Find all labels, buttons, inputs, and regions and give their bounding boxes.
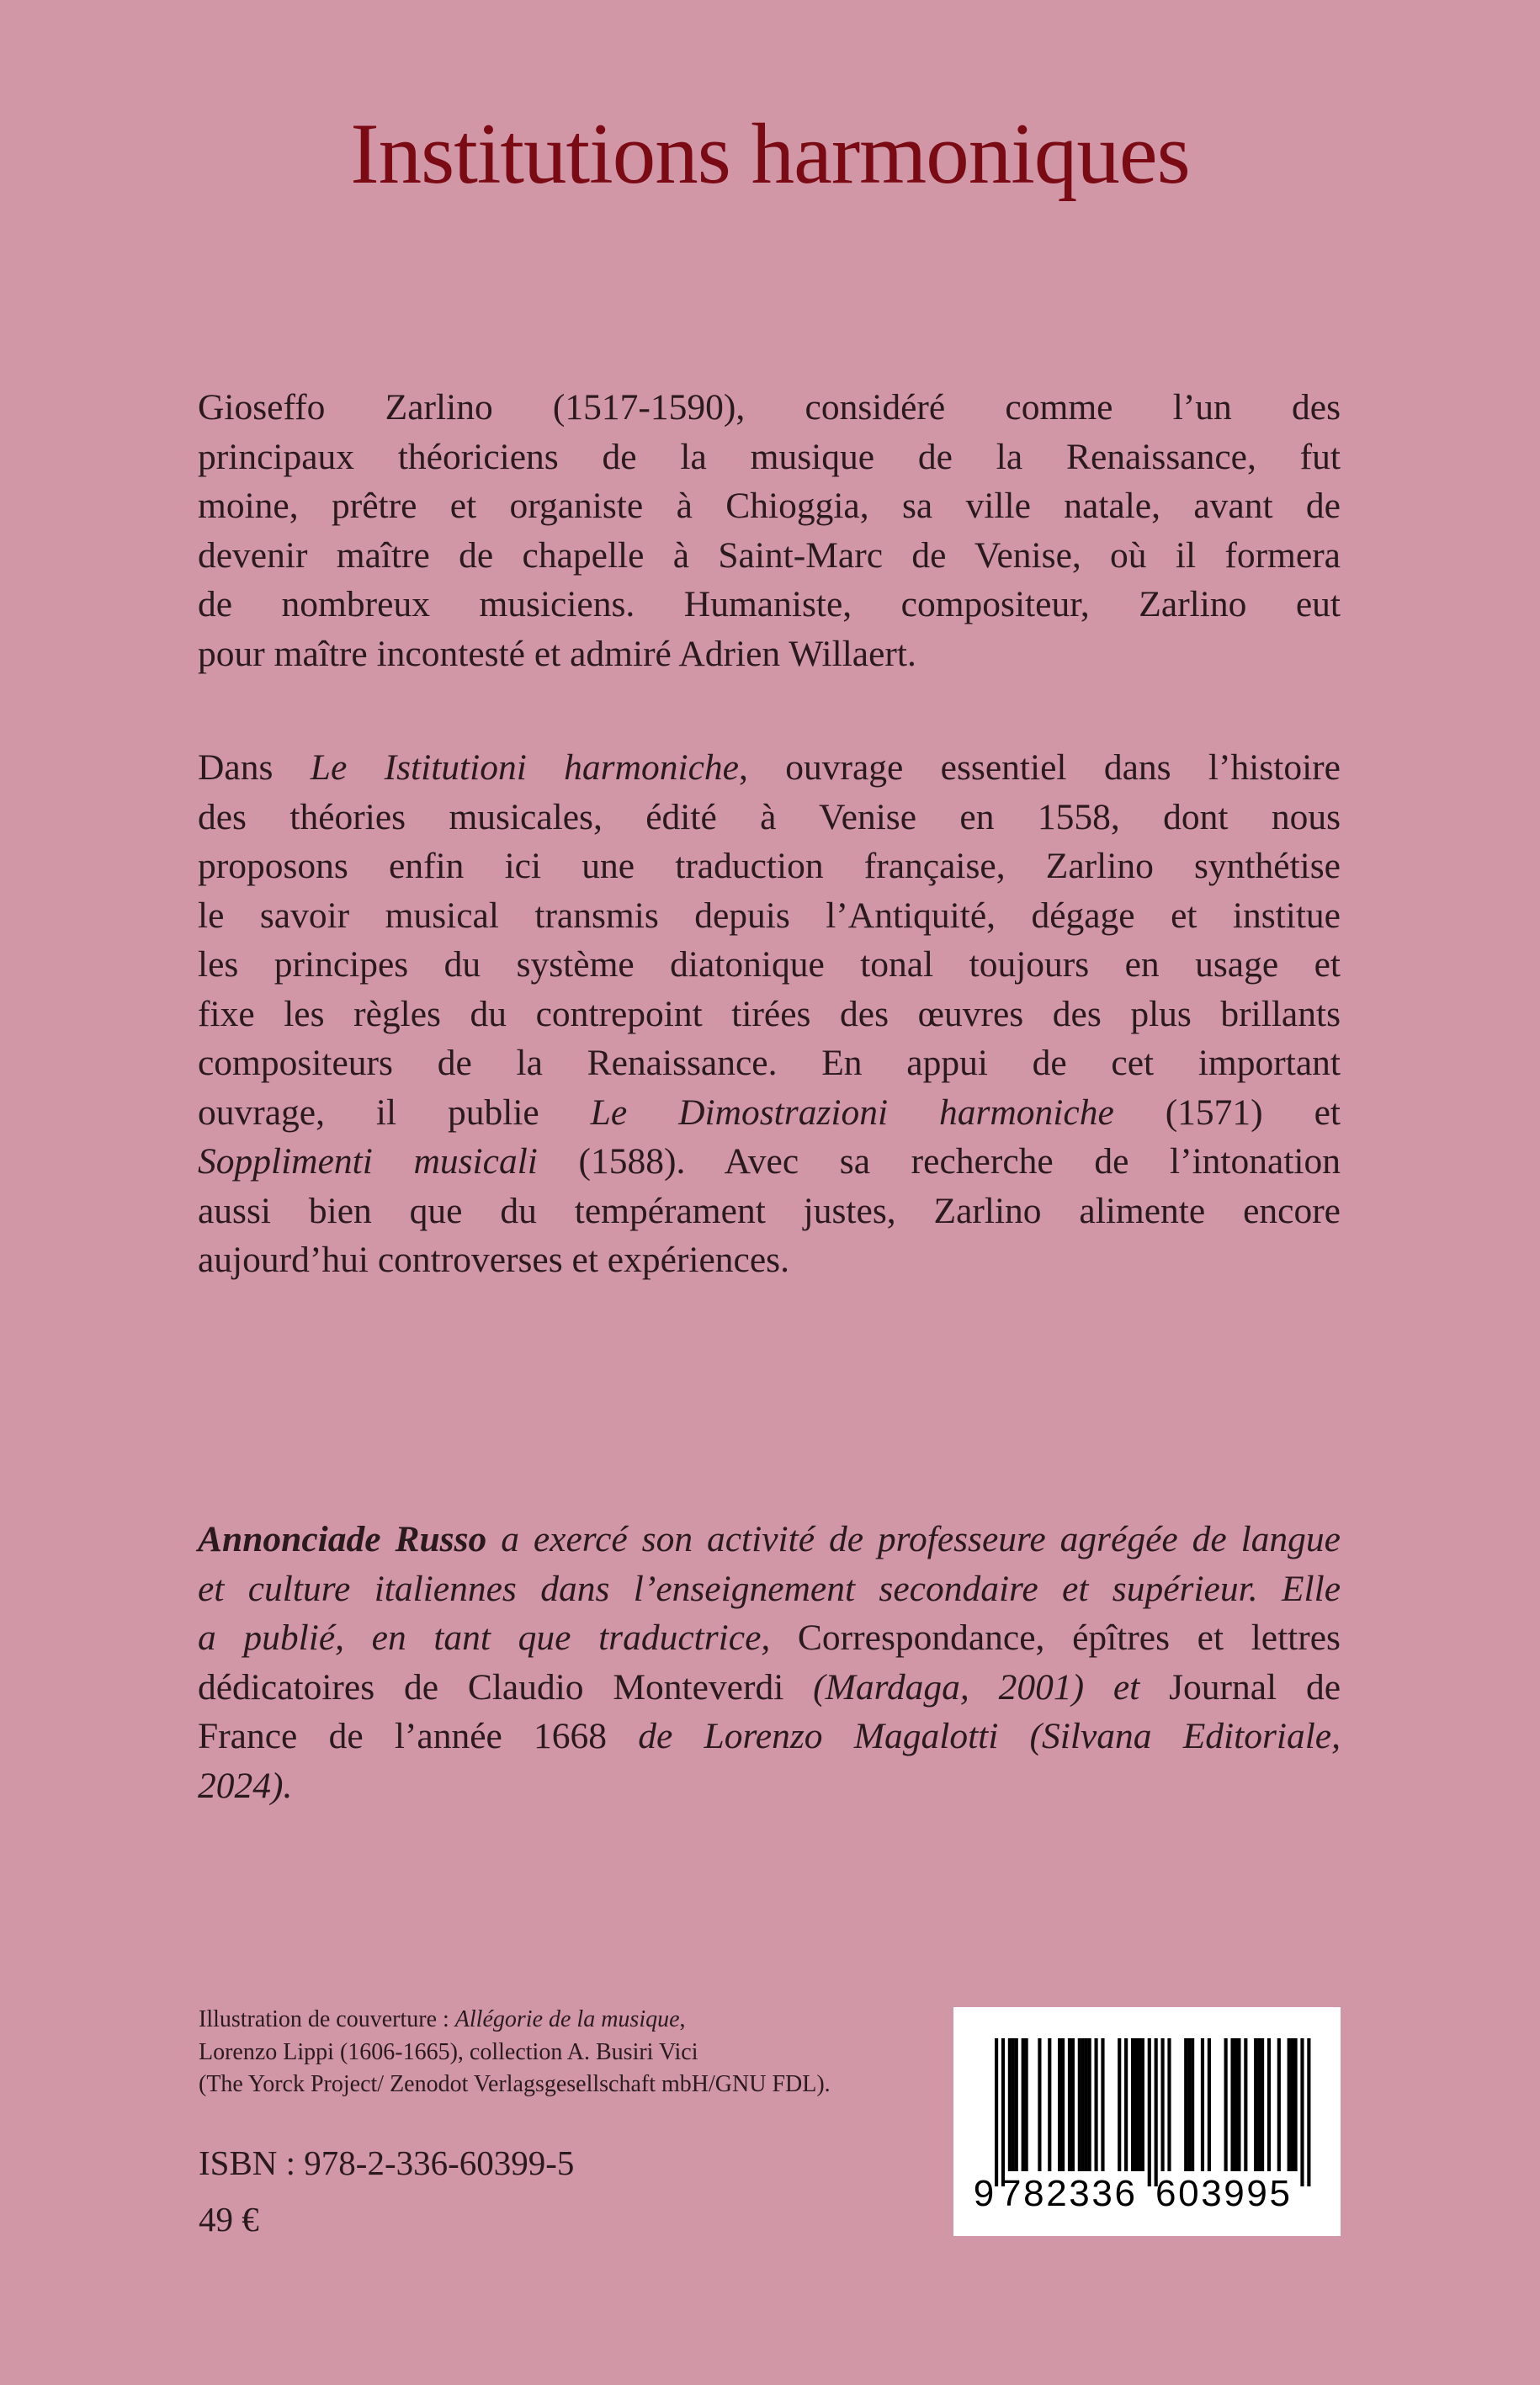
barcode-bar — [1267, 2038, 1271, 2171]
credits-line-2: Lorenzo Lippi (1606-1665), collection A. Busiri Vici — [199, 2038, 698, 2065]
barcode-bars — [953, 2007, 1341, 2236]
barcode-bar — [1038, 2038, 1041, 2171]
artwork-title: Allégorie de la musique — [454, 2006, 680, 2032]
text-segment: compositeurs de la Renaissance. En appui de cet important — [198, 1043, 1341, 1083]
barcode-bar — [1167, 2038, 1171, 2171]
barcode-bar — [1134, 2038, 1138, 2171]
text-line — [198, 743, 1341, 793]
barcode-bar — [1124, 2038, 1128, 2171]
text-segment: Gioseffo Zarlino (1517-1590), considéré comme l’un des — [198, 387, 1341, 428]
text-segment: devenir maître de chapelle à Saint-Marc de Venise, où il formera — [198, 534, 1341, 576]
book-title: Institutions harmoniques — [350, 106, 1190, 202]
barcode-bar — [1291, 2038, 1294, 2171]
barcode-bar — [1001, 2038, 1005, 2186]
barcode-digits-left: 782336 — [1001, 2173, 1135, 2214]
text-segment: le savoir musical transmis depuis l’Antiquité, dégage et institue — [198, 895, 1341, 936]
text-line — [198, 433, 1341, 482]
barcode-bar — [1012, 2038, 1015, 2171]
credits-text: Illustration de couverture : — [199, 2006, 455, 2032]
synopsis-paragraph-1 — [198, 383, 1341, 678]
barcode-bar — [1244, 2038, 1247, 2171]
barcode-bar — [1022, 2038, 1025, 2171]
author-name: Annonciade Russo — [198, 1519, 487, 1559]
text-segment: France de l’année 1668 — [198, 1716, 639, 1756]
barcode-bar — [1208, 2038, 1211, 2171]
barcode-bar — [1088, 2038, 1091, 2171]
barcode-digit-first: 9 — [973, 2173, 995, 2214]
text-segment: (1588). Avec sa recherche de l’intonation — [537, 1141, 1341, 1182]
text-line — [198, 481, 1341, 531]
text-line — [198, 990, 1341, 1039]
barcode-bar — [1261, 2038, 1264, 2171]
barcode-bar — [1230, 2038, 1234, 2171]
barcode-bar — [1277, 2038, 1281, 2171]
text-line — [198, 1515, 1341, 1564]
text-segment: , ouvrage essentiel dans l’histoire — [738, 747, 1341, 788]
barcode-bar — [1254, 2038, 1257, 2171]
text-line — [198, 940, 1341, 990]
barcode-bar — [1081, 2038, 1085, 2171]
barcode-bar — [1184, 2038, 1187, 2171]
text-segment: (1571) et — [1113, 1092, 1341, 1133]
text-segment: de nombreux musiciens. Humaniste, compositeur, Zarlino eut — [198, 584, 1341, 624]
text-line — [198, 1761, 1341, 1811]
barcode-bar — [1101, 2038, 1104, 2171]
text-line — [198, 383, 1341, 433]
text-line — [198, 1613, 1341, 1663]
barcode-digits-right: 603995 — [1155, 2173, 1290, 2214]
text-line — [198, 1564, 1341, 1614]
barcode-bar — [1071, 2038, 1075, 2171]
italic-segment: Le Istitutioni harmoniche — [310, 747, 739, 788]
text-line — [198, 1038, 1341, 1088]
barcode-bar — [1187, 2038, 1191, 2171]
barcode-bar — [1294, 2038, 1298, 2171]
italic-segment: a exercé son activité de professeure agrégée de langue — [486, 1519, 1341, 1559]
barcode-bar — [1058, 2038, 1061, 2171]
barcode-bar — [1095, 2038, 1098, 2171]
text-line — [198, 1088, 1341, 1138]
text-segment: Correspondance, épîtres et lettres — [797, 1617, 1341, 1658]
text-line — [198, 842, 1341, 891]
text-segment: moine, prêtre et organiste à Chioggia, sa ville natale, avant de — [198, 486, 1341, 526]
text-segment: ouvrage, il publie — [198, 1092, 591, 1133]
barcode-bar — [1191, 2038, 1194, 2171]
barcode-bar — [1307, 2038, 1310, 2186]
barcode-bar — [1201, 2038, 1204, 2171]
barcode-bar — [1061, 2038, 1065, 2171]
text-segment: aujourd’hui controverses et expériences. — [198, 1240, 789, 1280]
barcode-bar — [1078, 2038, 1081, 2171]
credits-text: , — [679, 2006, 686, 2032]
text-segment: aussi bien que du tempérament justes, Zarlino alimente encore — [198, 1190, 1341, 1231]
cover-credits — [199, 2004, 831, 2101]
barcode-bar — [1300, 2038, 1304, 2186]
text-segment: proposons enfin ici une traduction française, Zarlino synthétise — [198, 846, 1341, 886]
barcode-bar — [1224, 2038, 1228, 2171]
barcode-bar — [1257, 2038, 1261, 2171]
barcode-bar — [1131, 2038, 1134, 2171]
synopsis-paragraph-2 — [198, 743, 1341, 1285]
barcode-bar — [1138, 2038, 1141, 2171]
text-line — [198, 1663, 1341, 1713]
text-segment: fixe les règles du contrepoint tirées des œuvres des plus brillants — [198, 993, 1341, 1034]
barcode-bar — [1288, 2038, 1291, 2171]
text-line — [198, 1137, 1341, 1187]
text-line — [198, 580, 1341, 629]
barcode-bar — [1048, 2038, 1051, 2171]
text-segment: pour maître incontesté et admiré Adrien Willaert. — [198, 633, 916, 674]
italic-segment: 2024). — [198, 1765, 293, 1806]
text-segment: principaux théoriciens de la musique de la Renaissance, fut — [198, 436, 1341, 477]
price: 49 € — [199, 2200, 259, 2239]
barcode-bar — [1237, 2038, 1240, 2171]
barcode-bar — [1155, 2038, 1158, 2186]
text-line — [198, 1712, 1341, 1761]
italic-segment: Le Dimostrazioni harmoniche — [590, 1092, 1114, 1133]
credits-line-1 — [199, 2004, 831, 2037]
credits-line-3: (The Yorck Project/ Zenodot Verlagsgesellschaft mbH/GNU FDL). — [199, 2071, 831, 2097]
text-line — [198, 891, 1341, 941]
text-segment: Dans — [198, 747, 311, 788]
text-segment: Journal de — [1169, 1666, 1341, 1708]
italic-segment: et culture italiennes dans l’enseignement secondaire et supérieur. Elle — [198, 1568, 1341, 1609]
text-segment: des théories musicales, édité à Venise en 1558, dont nous — [198, 796, 1341, 837]
text-line — [198, 1187, 1341, 1236]
barcode-bar — [1068, 2038, 1071, 2171]
text-line — [198, 531, 1341, 581]
barcode-bar — [1118, 2038, 1121, 2171]
text-segment: les principes du système diatonique tonal toujours en usage et — [198, 944, 1341, 985]
text-segment: dédicatoires de Claudio Monteverdi — [198, 1666, 814, 1708]
barcode-bar — [1085, 2038, 1088, 2171]
barcode-bar — [995, 2038, 998, 2186]
isbn: ISBN : 978-2-336-60399-5 — [199, 2143, 575, 2182]
italic-segment: Sopplimenti musicali — [198, 1141, 538, 1182]
barcode-bar — [1234, 2038, 1237, 2171]
italic-segment: de Lorenzo Magalotti (Silvana Editoriale, — [638, 1716, 1341, 1756]
barcode-bar — [1148, 2038, 1151, 2186]
barcode-bar — [1141, 2038, 1144, 2171]
italic-segment: (Mardaga, 2001) et — [813, 1666, 1170, 1708]
barcode-bar — [1025, 2038, 1028, 2171]
text-line — [198, 1235, 1341, 1285]
barcode-bar — [1161, 2038, 1165, 2171]
italic-segment: a publié, en tant que traductrice, — [198, 1617, 798, 1658]
text-line — [198, 629, 1341, 679]
barcode — [953, 2007, 1341, 2236]
text-line — [198, 793, 1341, 842]
barcode-bar — [1008, 2038, 1012, 2171]
barcode-bar — [1015, 2038, 1018, 2171]
translator-bio — [198, 1515, 1341, 1810]
